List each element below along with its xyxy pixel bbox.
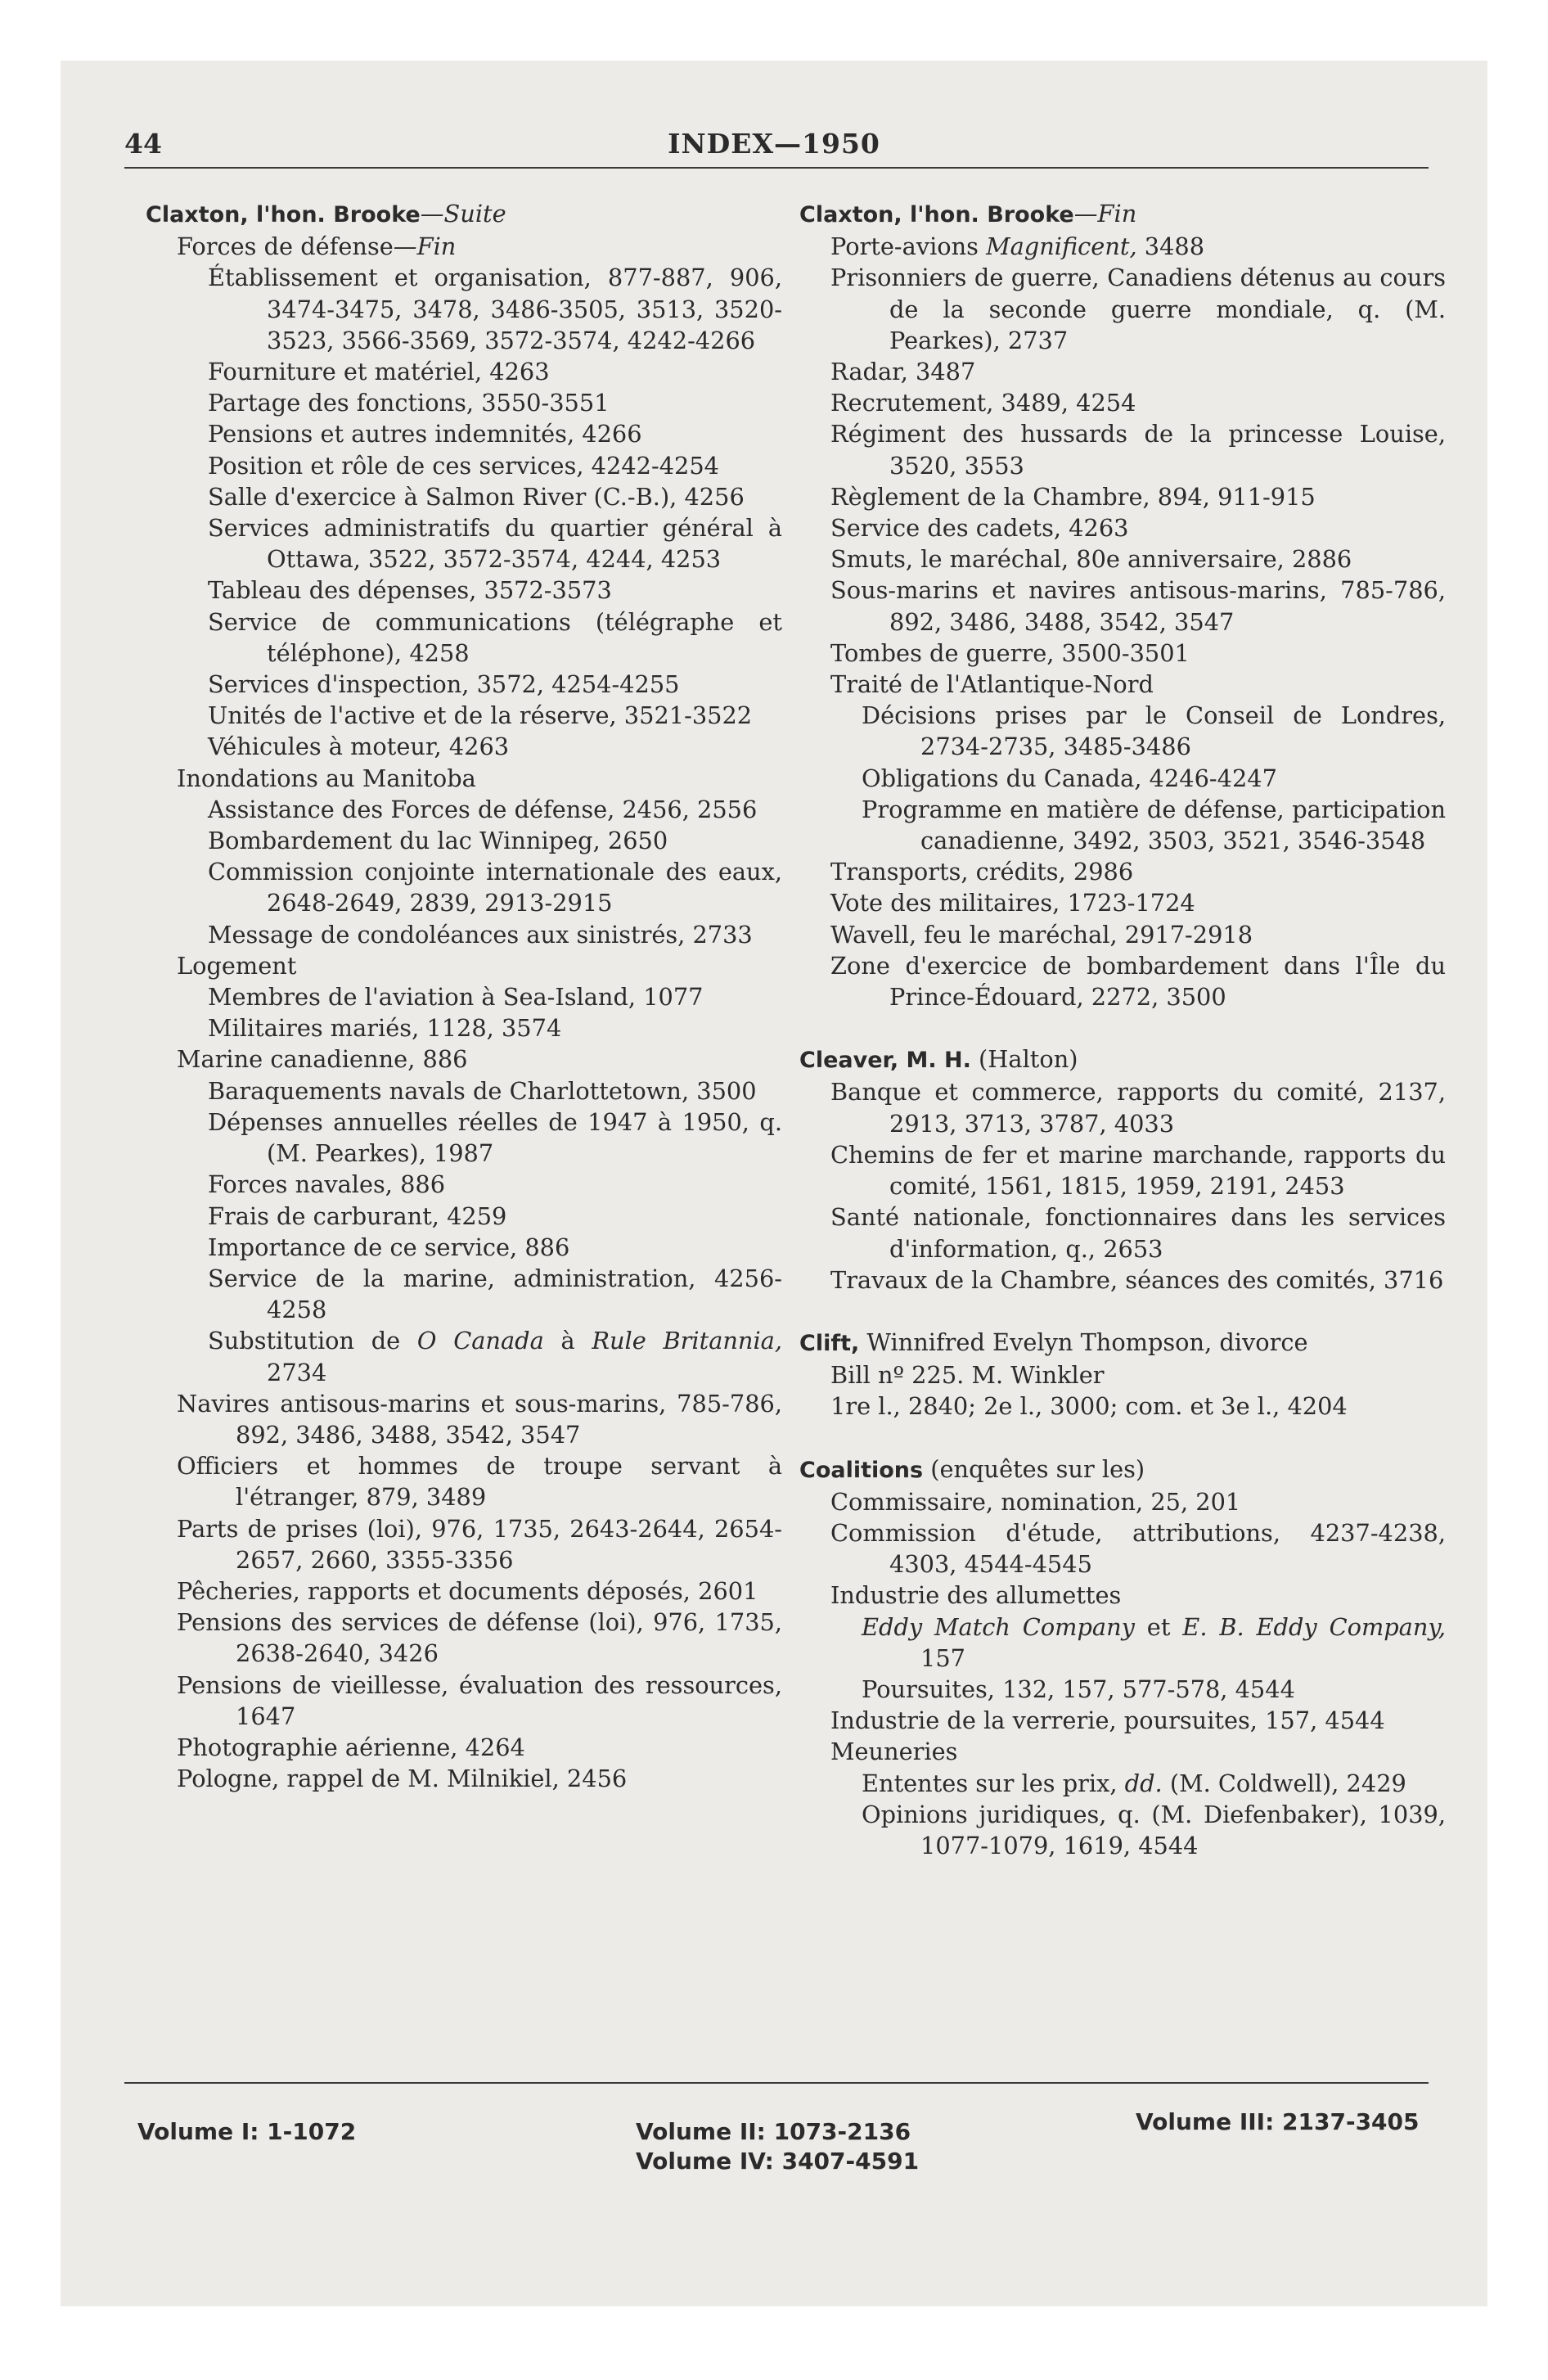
entry-text: Porte-avions (830, 232, 987, 261)
entry-head: Cleaver, M. H. (799, 1048, 971, 1074)
index-entry (830, 638, 1446, 669)
index-entry (830, 1076, 1446, 1138)
entry-italic: Magnificent, (986, 232, 1137, 261)
entry-text: Pologne, rappel de M. Milnikiel, 2456 (177, 1765, 628, 1793)
index-entry (177, 1044, 782, 1075)
index-entry (208, 1325, 782, 1387)
entry-text: Pensions de vieillesse, évaluation des ressources, 1647 (177, 1670, 782, 1730)
entry-text: Programme en matière de défense, participation canadienne, 3492, 3503, 3521, 3546-3548 (862, 795, 1446, 855)
index-entry (830, 356, 1446, 387)
entry-text: Prisonniers de guerre, Canadiens détenus au cours de la seconde guerre mondiale, q. (M. Pearkes), 2737 (830, 264, 1446, 354)
index-entry (208, 1107, 782, 1169)
index-entry (177, 1575, 782, 1607)
footer-volume-3: Volume III: 2137-3405 (1136, 2108, 1420, 2135)
index-entry (830, 543, 1446, 575)
entry-text: Sous-marins et navires antisous-marins, 785-786, 892, 3486, 3488, 3542, 3547 (830, 576, 1446, 636)
index-entry (830, 856, 1446, 887)
entry-text2: à (543, 1327, 592, 1355)
index-entry (208, 1169, 782, 1200)
entry-text: Winnifred Evelyn Thompson, divorce (859, 1327, 1308, 1356)
index-entry (830, 1736, 1446, 1767)
index-entry (830, 575, 1446, 637)
entry-text: Décisions prises par le Conseil de Londres, 2734-2735, 3485-3486 (862, 701, 1446, 761)
index-heading (799, 1454, 1446, 1486)
index-entry (177, 231, 782, 262)
index-entry (830, 512, 1446, 543)
index-entry (862, 794, 1446, 856)
index-page (61, 61, 1487, 2306)
entry-italic: —Suite (420, 200, 506, 228)
entry-text: Radar, 3487 (830, 358, 976, 386)
page-number: 44 (124, 128, 162, 160)
footer-volume-1: Volume I: 1-1072 (137, 2118, 357, 2145)
entry-italic2: Rule Britannia, (592, 1327, 782, 1355)
footer-volume-4: Volume IV: 3407-4591 (636, 2148, 920, 2175)
index-entry (177, 1607, 782, 1669)
index-entry (208, 669, 782, 700)
entry-gap (799, 1012, 1446, 1044)
entry-text: Officiers et hommes de troupe servant à l'étranger, 879, 3489 (177, 1452, 782, 1512)
entry-italic: Eddy Match Company (862, 1612, 1135, 1641)
index-entry (830, 387, 1446, 418)
entry-text: Établissement et organisation, 877-887, 906, 3474-3475, 3478, 3486-3505, 3513, 3520-3523, 3566-3569, 3572-3574, 4242-4266 (208, 264, 782, 354)
index-entry (830, 1486, 1446, 1517)
entry-text: Poursuites, 132, 157, 577-578, 4544 (862, 1675, 1295, 1703)
entry-text: Pêcheries, rapports et documents déposés, 2601 (177, 1576, 758, 1605)
entry-text: Recrutement, 3489, 4254 (830, 389, 1136, 417)
entry-text: (Halton) (970, 1045, 1078, 1074)
entry-gap (799, 1422, 1446, 1454)
running-head: INDEX—1950 (668, 128, 880, 160)
index-entry (208, 919, 782, 950)
index-entry (208, 356, 782, 387)
index-entry (177, 763, 782, 794)
entry-text: Photographie aérienne, 4264 (177, 1733, 525, 1761)
entry-head: Coalitions (799, 1457, 924, 1483)
entry-text: Règlement de la Chambre, 894, 911-915 (830, 482, 1316, 511)
entry-text: Opinions juridiques, q. (M. Diefenbaker), 1039, 1077-1079, 1619, 4544 (862, 1800, 1446, 1859)
index-entry (177, 1763, 782, 1794)
entry-text: Bill nº 225. M. Winkler (830, 1361, 1105, 1390)
entry-text: Vote des militaires, 1723-1724 (830, 889, 1195, 917)
entry-text: Dépenses annuelles réelles de 1947 à 1950, q. (M. Pearkes), 1987 (208, 1107, 782, 1168)
entry-text2: 3488 (1136, 232, 1205, 261)
index-entry (862, 1611, 1446, 1674)
index-entry (830, 887, 1446, 918)
index-entry (208, 418, 782, 449)
index-entry (862, 1674, 1446, 1705)
entry-text: Service de communications (télégraphe et téléphone), 4258 (208, 607, 782, 667)
entry-text: Forces navales, 886 (208, 1170, 446, 1199)
index-heading (799, 198, 1446, 231)
footer-volume-2: Volume II: 1073-2136 (636, 2118, 911, 2145)
index-entry (208, 1012, 782, 1044)
entry-text: Commissaire, nomination, 25, 201 (830, 1487, 1241, 1516)
entry-text3: 2734 (267, 1358, 327, 1386)
index-entry (177, 1513, 782, 1575)
entry-text: Substitution de (208, 1327, 417, 1355)
entry-text: Pensions des services de défense (loi), 976, 1735, 2638-2640, 3426 (177, 1608, 782, 1668)
index-entry (862, 1768, 1446, 1799)
entry-text: Marine canadienne, 886 (177, 1045, 468, 1074)
index-entry (830, 1359, 1446, 1391)
index-entry (208, 1201, 782, 1232)
index-entry (208, 856, 782, 918)
entry-text: Message de condoléances aux sinistrés, 2733 (208, 920, 753, 949)
entry-text: Zone d'exercice de bombardement dans l'Île du Prince-Édouard, 2272, 3500 (830, 951, 1446, 1012)
entry-text: Commission d'étude, attributions, 4237-4238, 4303, 4544-4545 (830, 1518, 1446, 1579)
entry-text: Partage des fonctions, 3550-3551 (208, 389, 610, 417)
index-entry (862, 700, 1446, 762)
entry-text: Navires antisous-marins et sous-marins, 785-786, 892, 3486, 3488, 3542, 3547 (177, 1389, 782, 1449)
entry-italic: O Canada (416, 1327, 544, 1355)
entry-text: Banque et commerce, rapports du comité, 2137, 2913, 3713, 3787, 4033 (830, 1078, 1446, 1138)
entry-text: Industrie des allumettes (830, 1581, 1122, 1610)
entry-text: Pensions et autres indemnités, 4266 (208, 420, 642, 449)
entry-head: Claxton, l'hon. Brooke (146, 202, 421, 228)
footer-rule (124, 2082, 1429, 2084)
entry-text: Militaires mariés, 1128, 3574 (208, 1014, 562, 1043)
entry-text: Fourniture et matériel, 4263 (208, 358, 550, 386)
entry-text: Industrie de la verrerie, poursuites, 157, 4544 (830, 1706, 1385, 1735)
entry-text: Meuneries (830, 1738, 958, 1766)
index-entry (208, 700, 782, 731)
index-entry (208, 512, 782, 575)
index-entry (830, 1201, 1446, 1264)
index-entry (830, 1391, 1446, 1422)
index-entry (830, 231, 1446, 262)
entry-text: Services d'inspection, 3572, 4254-4255 (208, 670, 680, 699)
index-entry (208, 794, 782, 825)
index-entry (830, 1139, 1446, 1201)
index-entry (208, 575, 782, 606)
entry-text: Traité de l'Atlantique-Nord (830, 670, 1154, 699)
index-entry (830, 418, 1446, 480)
entry-text: Travaux de la Chambre, séances des comités, 3716 (830, 1265, 1444, 1294)
entry-text: (enquêtes sur les) (923, 1454, 1145, 1483)
entry-italic: dd. (1124, 1769, 1163, 1797)
right-column (799, 198, 1446, 1861)
entry-text: Smuts, le maréchal, 80e anniversaire, 2886 (830, 545, 1352, 574)
entry-text: Obligations du Canada, 4246-4247 (862, 764, 1277, 792)
entry-text: Parts de prises (loi), 976, 1735, 2643-2644, 2654-2657, 2660, 3355-3356 (177, 1514, 782, 1574)
entry-text: Véhicules à moteur, 4263 (208, 732, 510, 761)
index-entry (177, 1450, 782, 1512)
index-entry (830, 1580, 1446, 1611)
entry-text: Assistance des Forces de défense, 2456, 2556 (208, 795, 758, 823)
entry-italic: —Fin (393, 232, 457, 261)
entry-text: Unités de l'active et de la réserve, 3521-3522 (208, 701, 753, 730)
entry-text: Services administratifs du quartier général à Ottawa, 3522, 3572-3574, 4244, 4253 (208, 514, 782, 574)
index-entry (177, 1732, 782, 1763)
entry-head: Clift, (799, 1330, 860, 1356)
entry-head: Claxton, l'hon. Brooke (799, 202, 1074, 228)
index-entry (862, 763, 1446, 794)
index-entry (208, 825, 782, 856)
index-heading (799, 1044, 1446, 1076)
index-entry (208, 1232, 782, 1263)
index-entry (862, 1799, 1446, 1861)
index-entry (830, 262, 1446, 356)
entry-text: Wavell, feu le maréchal, 2917-2918 (830, 920, 1253, 949)
index-entry (208, 481, 782, 512)
header-rule (124, 167, 1429, 169)
entry-text: Membres de l'aviation à Sea-Island, 1077 (208, 983, 704, 1012)
entry-text: Ententes sur les prix, (862, 1769, 1125, 1797)
index-entry (830, 950, 1446, 1012)
index-entry (830, 919, 1446, 950)
entry-italic2: E. B. Eddy Company, (1182, 1612, 1446, 1641)
entry-text: Position et rôle de ces services, 4242-4254 (208, 451, 719, 480)
entry-text: Tableau des dépenses, 3572-3573 (208, 576, 612, 605)
entry-text: Bombardement du lac Winnipeg, 2650 (208, 827, 668, 855)
entry-gap (799, 1296, 1446, 1327)
entry-text: Santé nationale, fonctionnaires dans les services d'information, q., 2653 (830, 1203, 1446, 1263)
index-heading (799, 1327, 1446, 1359)
index-entry (177, 1670, 782, 1732)
index-entry (208, 606, 782, 669)
entry-text: Importance de ce service, 886 (208, 1233, 570, 1261)
entry-text: Service des cadets, 4263 (830, 514, 1129, 543)
entry-text: 1re l., 2840; 2e l., 3000; com. et 3e l., 4204 (830, 1392, 1348, 1421)
entry-text: Transports, crédits, 2986 (830, 858, 1134, 886)
entry-text: Chemins de fer et marine marchande, rapports du comité, 1561, 1815, 1959, 2191, 2453 (830, 1140, 1446, 1201)
entry-text: Tombes de guerre, 3500-3501 (830, 638, 1190, 667)
entry-text: Logement (177, 951, 297, 980)
left-column (146, 198, 782, 1794)
index-entry (830, 669, 1446, 700)
index-entry (208, 262, 782, 356)
entry-text: Salle d'exercice à Salmon River (C.-B.), 4256 (208, 482, 745, 511)
index-entry (208, 1075, 782, 1107)
entry-text2: (M. Coldwell), 2429 (1162, 1769, 1406, 1797)
index-entry (830, 1705, 1446, 1736)
index-entry (208, 387, 782, 418)
entry-italic: —Fin (1073, 200, 1137, 228)
index-entry (830, 1264, 1446, 1296)
index-entry (208, 1263, 782, 1325)
entry-text: Forces de défense (177, 232, 394, 261)
index-entry (208, 981, 782, 1012)
entry-text: et (1134, 1612, 1183, 1641)
index-entry (830, 481, 1446, 512)
entry-text: Commission conjointe internationale des eaux, 2648-2649, 2839, 2913-2915 (208, 858, 782, 917)
entry-text: Régiment des hussards de la princesse Louise, 3520, 3553 (830, 420, 1446, 480)
entry-text: Service de la marine, administration, 4256-4258 (208, 1264, 782, 1324)
index-heading (146, 198, 782, 231)
entry-text: Baraquements navals de Charlottetown, 3500 (208, 1076, 757, 1105)
index-entry (208, 450, 782, 481)
index-entry (208, 731, 782, 762)
entry-text: Inondations au Manitoba (177, 764, 476, 792)
index-entry (177, 950, 782, 981)
entry-text: Frais de carburant, 4259 (208, 1201, 507, 1230)
index-entry (830, 1517, 1446, 1580)
entry-text2: 157 (920, 1643, 965, 1672)
index-entry (177, 1388, 782, 1450)
